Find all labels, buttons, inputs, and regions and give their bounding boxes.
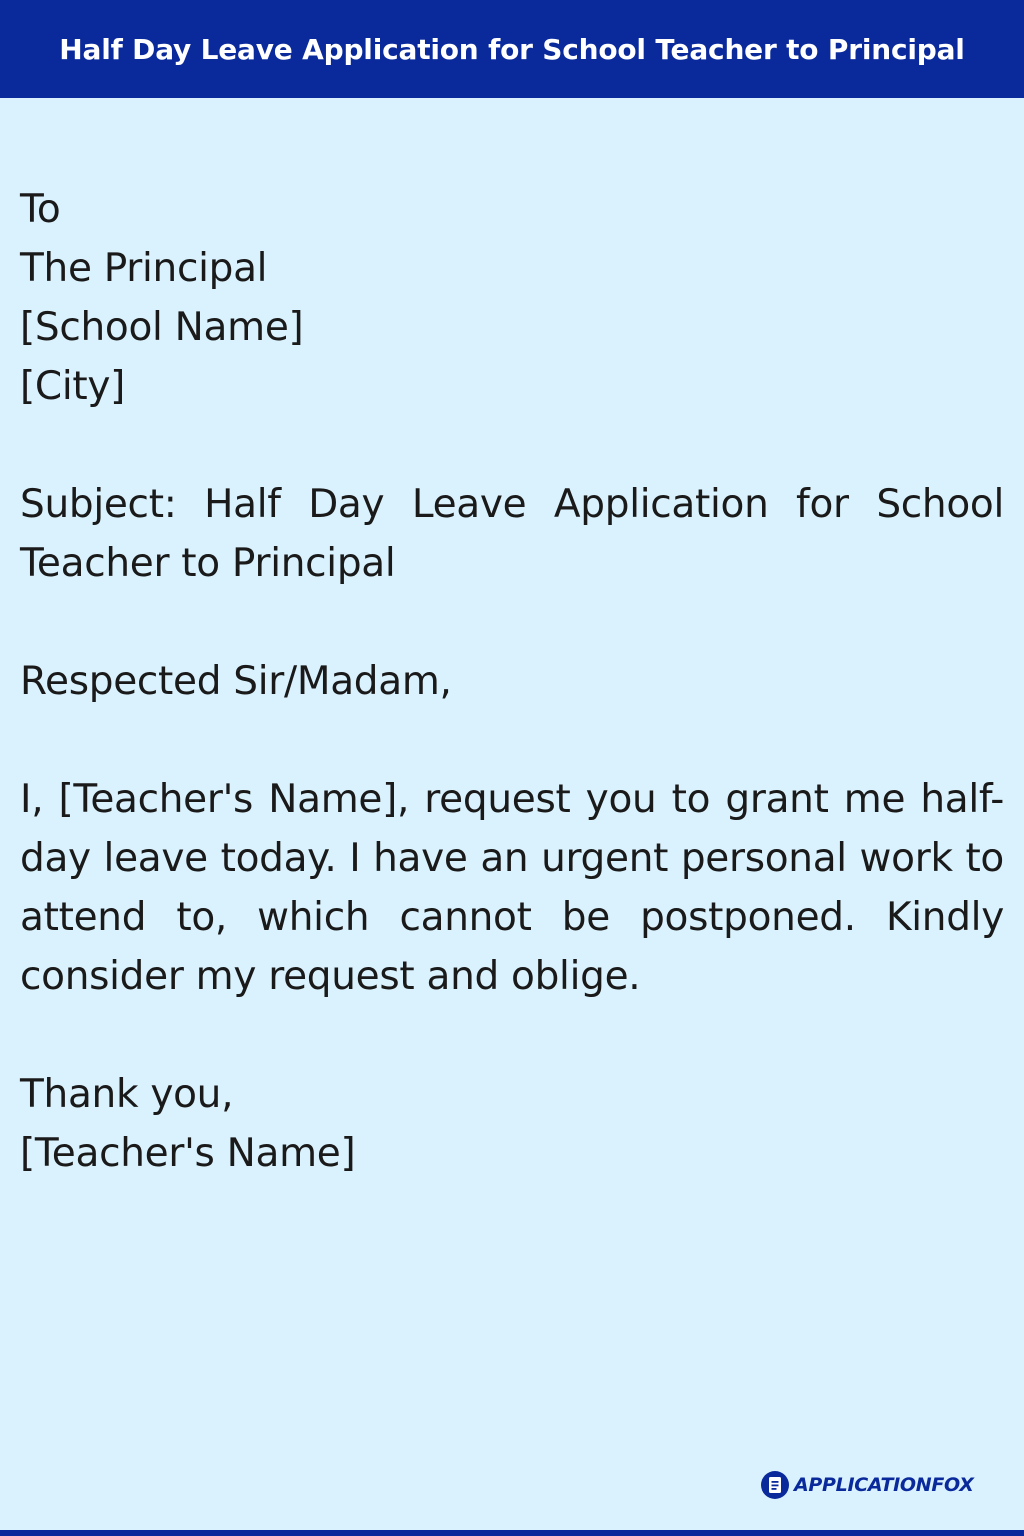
recipient-line-title: The Principal <box>20 246 268 291</box>
page-title: Half Day Leave Application for School Teacher to Principal <box>59 32 965 66</box>
subject-line: Subject: Half Day Leave Application for School Teacher to Principal <box>20 482 1004 586</box>
header-bar <box>0 0 1024 98</box>
recipient-line-to: To <box>20 187 61 232</box>
closing-block <box>20 1065 1004 1183</box>
letter-body <box>20 180 1004 1183</box>
recipient-line-school: [School Name] <box>20 305 304 350</box>
brand-name: APPLICATIONFOX <box>794 1474 974 1496</box>
letter-paragraph: I, [Teacher's Name], request you to grant me half-day leave today. I have an urgent personal work to attend to, which cannot be postponed. Kindly consider my request and oblige. <box>20 777 1004 999</box>
brand-logo <box>760 1469 974 1501</box>
closing: Thank you, <box>20 1072 234 1117</box>
bottom-border <box>0 1530 1024 1536</box>
recipient-block <box>20 180 1004 416</box>
salutation: Respected Sir/Madam, <box>20 659 452 704</box>
signature: [Teacher's Name] <box>20 1131 356 1176</box>
document-icon <box>760 1470 790 1500</box>
recipient-line-city: [City] <box>20 364 126 409</box>
